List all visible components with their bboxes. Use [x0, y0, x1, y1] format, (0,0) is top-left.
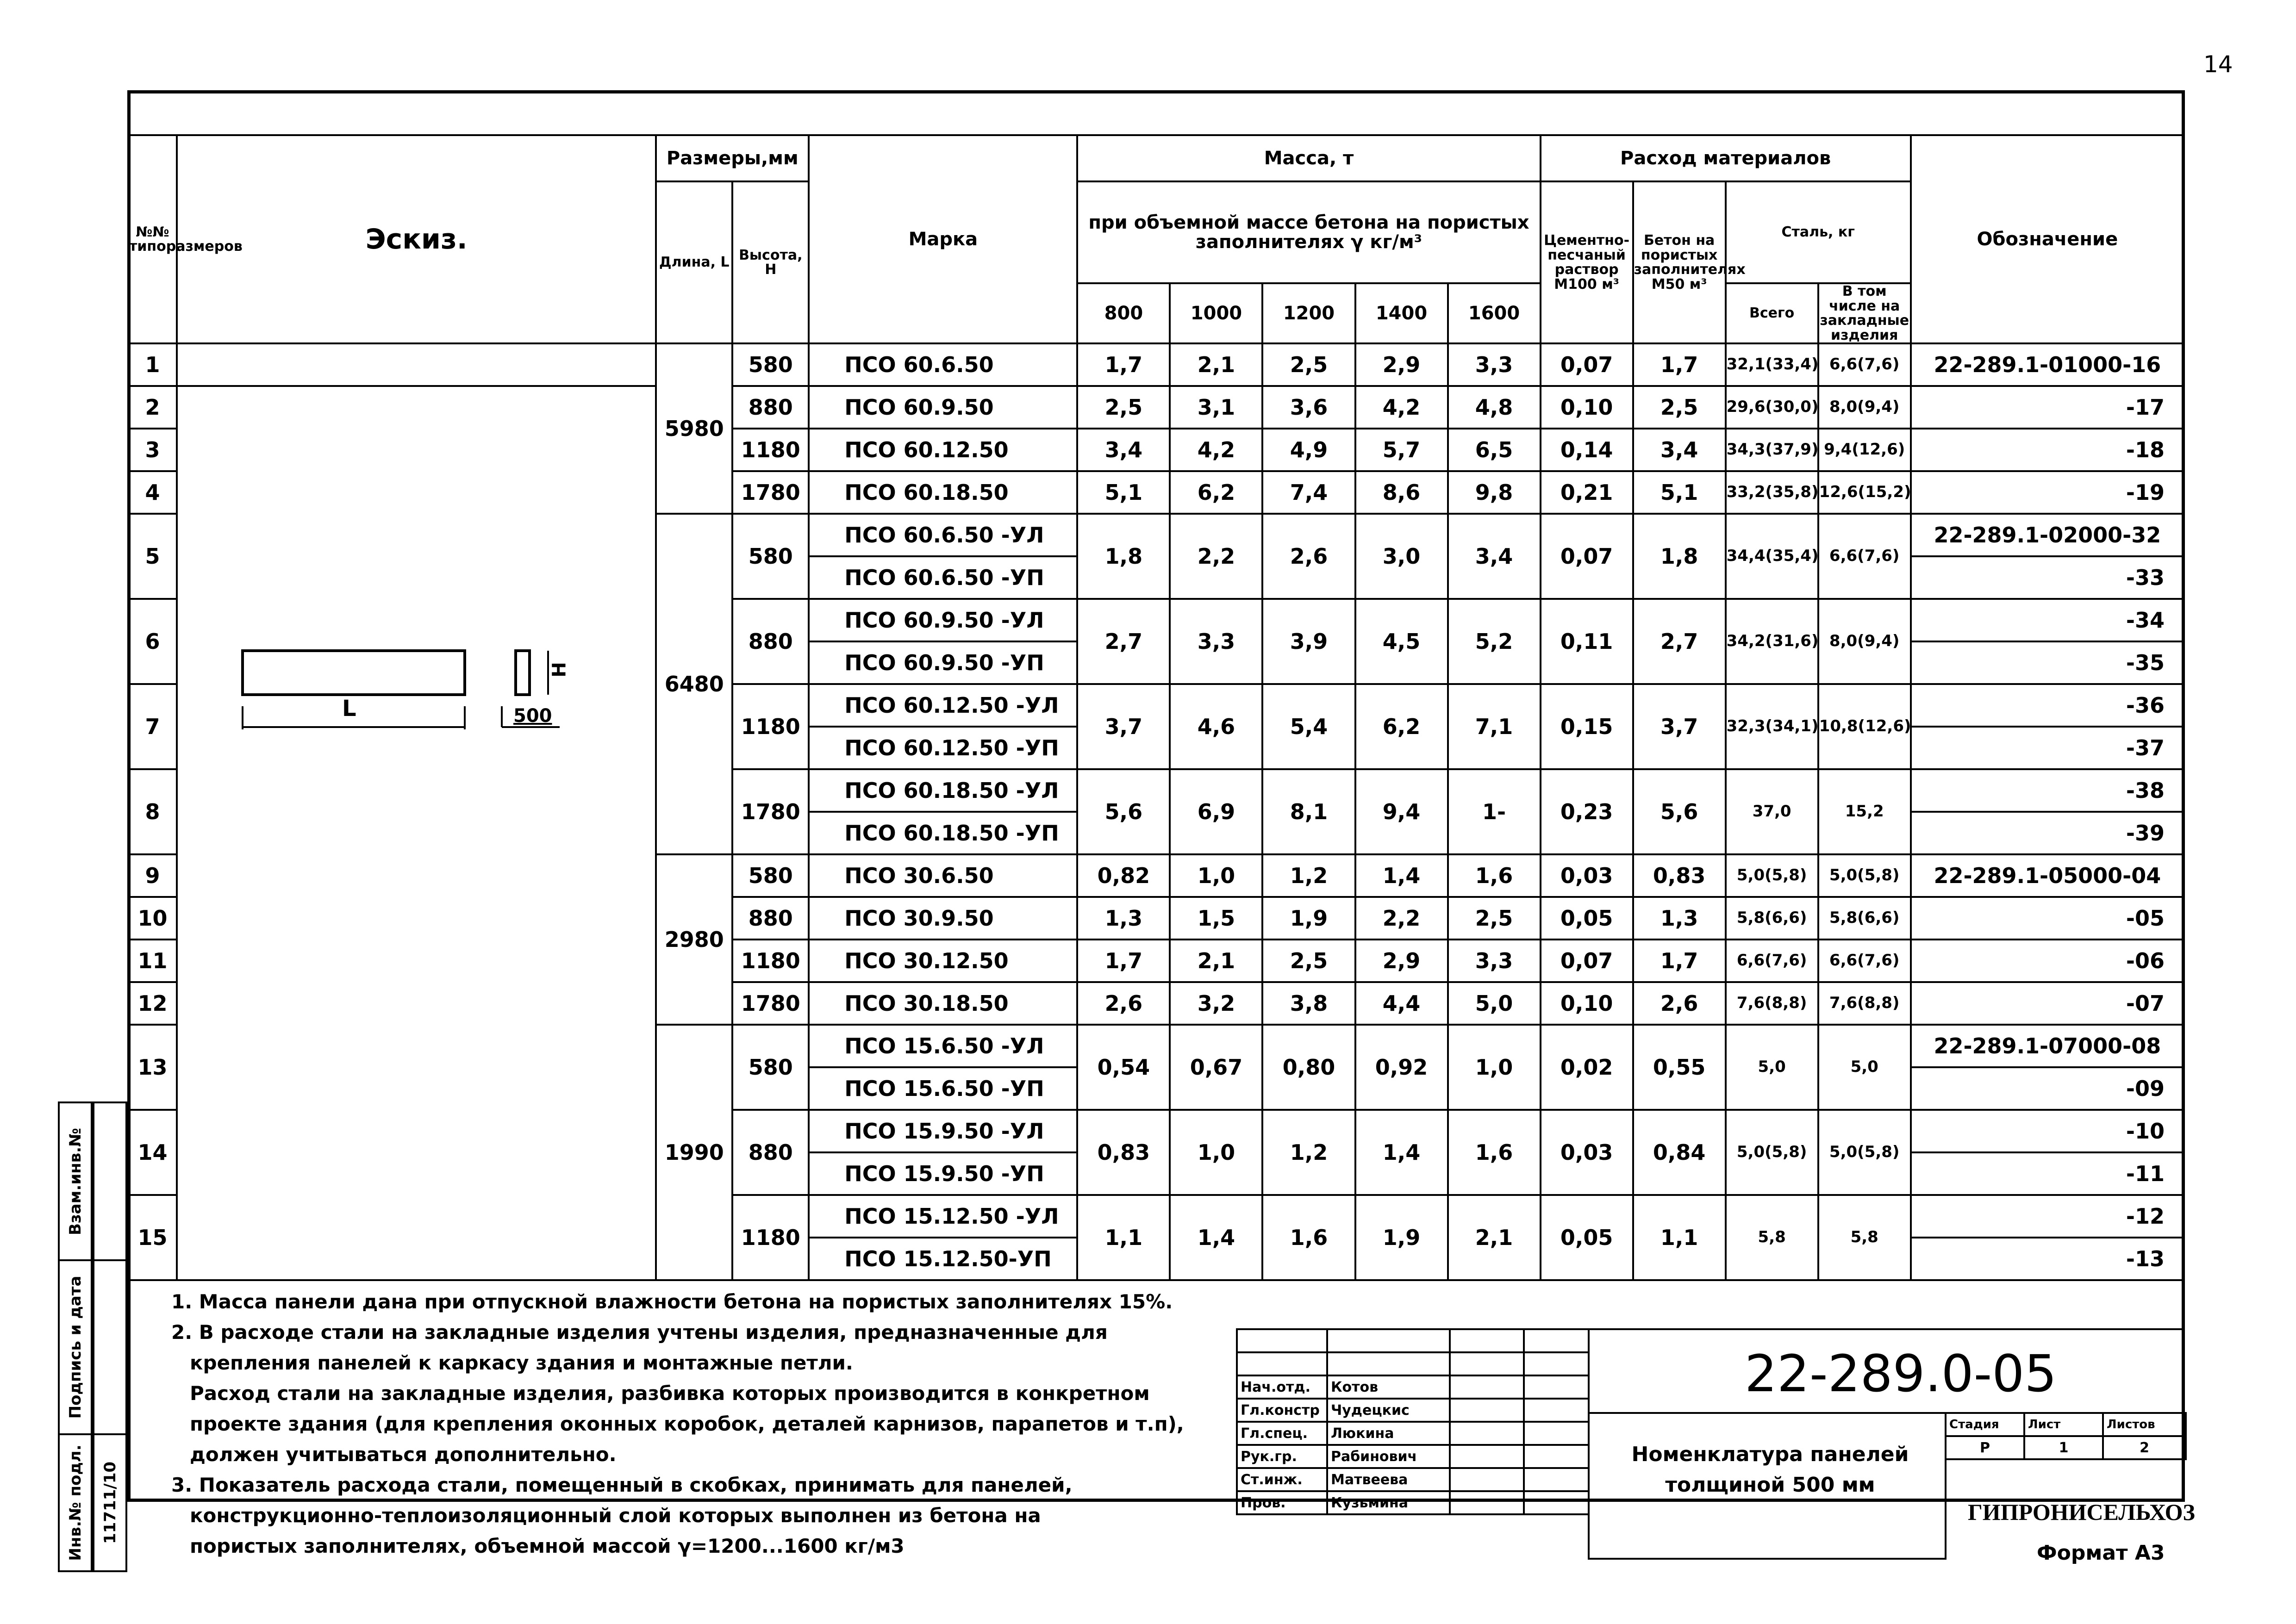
- stage-value: Р: [1946, 1436, 2024, 1459]
- mass-value: 8,6: [1355, 471, 1448, 514]
- mass-value: 3,2: [1170, 982, 1262, 1025]
- mass-value: 3,7: [1077, 684, 1170, 769]
- length-value: 6480: [656, 514, 732, 854]
- designation: 22-289.1-07000-08: [1911, 1025, 2184, 1067]
- mass-value: 3,0: [1355, 514, 1448, 599]
- steel-embedded: 6,6(7,6): [1818, 940, 1911, 982]
- mass-value: 4,9: [1262, 429, 1355, 471]
- designation: -35: [1911, 641, 2184, 684]
- mass-value: 5,4: [1262, 684, 1355, 769]
- steel-embedded: 5,0: [1818, 1025, 1911, 1110]
- steel-total: 32,1(33,4): [1726, 343, 1818, 386]
- cement-value: 0,03: [1541, 854, 1633, 897]
- side-cell-signature-date: Подпись и дата: [58, 1259, 93, 1435]
- designation: -13: [1911, 1238, 2184, 1280]
- mass-value: 2,2: [1355, 897, 1448, 940]
- panel-mark: ПСО 15.6.50 -УП: [809, 1067, 1077, 1110]
- note-line: 1. Масса панели дана при отпускной влажности бетона на пористых заполнителях 15%.: [171, 1290, 1173, 1313]
- row-number: 5: [128, 514, 177, 599]
- stamp-role: Нач.отд.: [1237, 1375, 1327, 1399]
- steel-total: 7,6(8,8): [1726, 982, 1818, 1025]
- panel-mark: ПСО 30.6.50: [809, 854, 1077, 897]
- panel-mark: ПСО 60.12.50 -УП: [809, 727, 1077, 769]
- side-cell-inv-number: 11711/10: [93, 1433, 127, 1572]
- height-value: 580: [732, 514, 809, 599]
- stamp-title-cell: [1588, 1412, 1947, 1560]
- mass-value: 7,1: [1448, 684, 1541, 769]
- mass-value: 0,80: [1262, 1025, 1355, 1110]
- mass-value: 2,5: [1262, 343, 1355, 386]
- header-steel-group: Сталь, кг: [1726, 181, 1911, 283]
- row-number: 11: [128, 940, 177, 982]
- side-cell-empty2: [93, 1259, 127, 1435]
- steel-embedded: 12,6(15,2): [1818, 471, 1911, 514]
- steel-embedded: 5,8: [1818, 1195, 1911, 1280]
- concrete-value: 0,84: [1633, 1110, 1726, 1195]
- mass-value: 4,2: [1170, 429, 1262, 471]
- panel-mark: ПСО 15.12.50-УП: [809, 1238, 1077, 1280]
- mass-value: 5,6: [1077, 769, 1170, 854]
- mass-value: 9,4: [1355, 769, 1448, 854]
- mass-value: 6,2: [1170, 471, 1262, 514]
- row-number: 13: [128, 1025, 177, 1110]
- side-cell-inv-orig: Инв.№ подл.: [58, 1433, 93, 1572]
- stamp-name: Рабинович: [1327, 1445, 1450, 1468]
- concrete-value: 3,7: [1633, 684, 1726, 769]
- mass-value: 1,1: [1077, 1195, 1170, 1280]
- mass-value: 2,6: [1262, 514, 1355, 599]
- panel-sketch: [178, 387, 657, 1081]
- panel-mark: ПСО 60.6.50: [809, 343, 1077, 386]
- row-number: 3: [128, 429, 177, 471]
- row-number: 15: [128, 1195, 177, 1280]
- designation: -33: [1911, 556, 2184, 599]
- sketch-empty: [177, 343, 656, 386]
- stamp-name: Котов: [1327, 1375, 1450, 1399]
- steel-total: 5,0: [1726, 1025, 1818, 1110]
- row-number: 6: [128, 599, 177, 684]
- header-concrete: Бетон на пористых заполнителях М50 м³: [1633, 181, 1726, 343]
- cement-value: 0,02: [1541, 1025, 1633, 1110]
- mass-value: 1,3: [1077, 897, 1170, 940]
- panel-mark: ПСО 15.9.50 -УЛ: [809, 1110, 1077, 1152]
- side-stamp-strip: [58, 1101, 127, 1576]
- steel-embedded: 9,4(12,6): [1818, 429, 1911, 471]
- organization-name: ГИПРОНИСЕЛЬХОЗ: [1968, 1499, 2195, 1525]
- stamp-name: Чудецкис: [1327, 1399, 1450, 1422]
- sketch-cell: [177, 386, 656, 1280]
- stamp-name: Люкина: [1327, 1422, 1450, 1445]
- mass-value: 2,2: [1170, 514, 1262, 599]
- title-block: [1236, 1328, 2195, 1560]
- steel-total: 5,0(5,8): [1726, 1110, 1818, 1195]
- designation: -34: [1911, 599, 2184, 641]
- stamp-name: Матвеева: [1327, 1468, 1450, 1491]
- mass-value: 6,5: [1448, 429, 1541, 471]
- stage-header: Стадия: [1946, 1413, 2024, 1436]
- mass-value: 2,1: [1170, 940, 1262, 982]
- steel-total: 32,3(34,1): [1726, 684, 1818, 769]
- header-sketch: Эскиз.: [177, 135, 656, 343]
- mass-value: 9,8: [1448, 471, 1541, 514]
- row-number: 9: [128, 854, 177, 897]
- sheets-header: Листов: [2103, 1413, 2186, 1436]
- designation: 22-289.1-02000-32: [1911, 514, 2184, 556]
- header-steel-total: Всего: [1726, 283, 1818, 343]
- mass-value: 5,0: [1448, 982, 1541, 1025]
- note-line: пористых заполнителях, объемной массой γ=1200...1600 кг/м3: [190, 1535, 905, 1557]
- header-cement: Цементно-песчаный раствор М100 м³: [1541, 181, 1633, 343]
- panel-mark: ПСО 15.12.50 -УЛ: [809, 1195, 1077, 1238]
- steel-embedded: 8,0(9,4): [1818, 386, 1911, 429]
- mass-value: 5,1: [1077, 471, 1170, 514]
- concrete-value: 1,1: [1633, 1195, 1726, 1280]
- steel-total: 34,4(35,4): [1726, 514, 1818, 599]
- mass-value: 4,5: [1355, 599, 1448, 684]
- steel-embedded: 5,0(5,8): [1818, 1110, 1911, 1195]
- height-value: 1780: [732, 471, 809, 514]
- row-number: 8: [128, 769, 177, 854]
- stamp-role: Ст.инж.: [1237, 1468, 1327, 1491]
- side-cell-empty: [93, 1101, 127, 1261]
- mass-value: 2,9: [1355, 343, 1448, 386]
- mass-value: 0,92: [1355, 1025, 1448, 1110]
- mass-value: 7,4: [1262, 471, 1355, 514]
- designation: -11: [1911, 1152, 2184, 1195]
- mass-value: 1,5: [1170, 897, 1262, 940]
- header-density: 1200: [1262, 283, 1355, 343]
- note-line: 2. В расходе стали на закладные изделия учтены изделия, предназначенные для: [171, 1321, 1108, 1344]
- mass-value: 1,4: [1355, 1110, 1448, 1195]
- mass-value: 1,9: [1262, 897, 1355, 940]
- concrete-value: 2,5: [1633, 386, 1726, 429]
- header-mass-group: Масса, т: [1077, 135, 1540, 181]
- stamp-role: Рук.гр.: [1237, 1445, 1327, 1468]
- designation: -07: [1911, 982, 2184, 1025]
- steel-embedded: 5,0(5,8): [1818, 854, 1911, 897]
- mass-value: 2,1: [1170, 343, 1262, 386]
- concrete-value: 1,8: [1633, 514, 1726, 599]
- height-value: 880: [732, 897, 809, 940]
- mass-value: 1,6: [1262, 1195, 1355, 1280]
- panel-mark: ПСО 15.9.50 -УП: [809, 1152, 1077, 1195]
- panel-mark: ПСО 60.6.50 -УП: [809, 556, 1077, 599]
- stamp-role: Гл.спец.: [1237, 1422, 1327, 1445]
- panel-mark: ПСО 60.18.50 -УП: [809, 812, 1077, 854]
- concrete-value: 0,83: [1633, 854, 1726, 897]
- mass-value: 0,82: [1077, 854, 1170, 897]
- stamp-code-cell: [1588, 1328, 2185, 1414]
- height-value: 580: [732, 854, 809, 897]
- steel-embedded: 5,8(6,6): [1818, 897, 1911, 940]
- header-steel-embedded: В том числе на закладные изделия: [1818, 283, 1911, 343]
- designation: 22-289.1-05000-04: [1911, 854, 2184, 897]
- header-length: Длина, L: [656, 181, 732, 343]
- mass-value: 1-: [1448, 769, 1541, 854]
- steel-embedded: 6,6(7,6): [1818, 343, 1911, 386]
- mass-value: 4,2: [1355, 386, 1448, 429]
- mass-value: 1,0: [1170, 854, 1262, 897]
- mass-value: 2,5: [1262, 940, 1355, 982]
- mass-value: 8,1: [1262, 769, 1355, 854]
- designation: -10: [1911, 1110, 2184, 1152]
- row-number: 7: [128, 684, 177, 769]
- mass-value: 3,4: [1077, 429, 1170, 471]
- panel-mark: ПСО 15.6.50 -УЛ: [809, 1025, 1077, 1067]
- designation: -05: [1911, 897, 2184, 940]
- mass-value: 1,4: [1170, 1195, 1262, 1280]
- panel-mark: ПСО 60.9.50 -УП: [809, 641, 1077, 684]
- panel-mark: ПСО 60.12.50 -УЛ: [809, 684, 1077, 727]
- sheet-header: Лист: [2024, 1413, 2103, 1436]
- height-value: 1180: [732, 1195, 809, 1280]
- note-line: проекте здания (для крепления оконных коробок, деталей карнизов, парапетов и т.п),: [190, 1412, 1184, 1435]
- mass-value: 3,3: [1170, 599, 1262, 684]
- panel-mark: ПСО 60.18.50: [809, 471, 1077, 514]
- panel-mark: ПСО 60.6.50 -УЛ: [809, 514, 1077, 556]
- concrete-value: 5,1: [1633, 471, 1726, 514]
- mass-value: 4,4: [1355, 982, 1448, 1025]
- header-mass-sub: при объемной массе бетона на пористых заполнителях γ кг/м³: [1077, 181, 1540, 283]
- mass-value: 3,4: [1448, 514, 1541, 599]
- cement-value: 0,15: [1541, 684, 1633, 769]
- header-dims-group: Размеры,мм: [656, 135, 809, 181]
- header-density: 800: [1077, 283, 1170, 343]
- height-value: 1180: [732, 684, 809, 769]
- mass-value: 1,6: [1448, 1110, 1541, 1195]
- designation: -37: [1911, 727, 2184, 769]
- stamp-role: Гл.констр: [1237, 1399, 1327, 1422]
- mass-value: 1,0: [1170, 1110, 1262, 1195]
- header-density: 1000: [1170, 283, 1262, 343]
- title-block-signatures: [1236, 1328, 1590, 1515]
- mass-value: 3,1: [1170, 386, 1262, 429]
- header-height: Высота, H: [732, 181, 809, 343]
- stamp-role: Пров.: [1237, 1491, 1327, 1514]
- steel-embedded: 15,2: [1818, 769, 1911, 854]
- cement-value: 0,05: [1541, 1195, 1633, 1280]
- height-value: 1180: [732, 429, 809, 471]
- mass-value: 5,2: [1448, 599, 1541, 684]
- panel-mark: ПСО 60.9.50: [809, 386, 1077, 429]
- header-designation: Обозначение: [1911, 135, 2184, 343]
- concrete-value: 0,55: [1633, 1025, 1726, 1110]
- mass-value: 5,7: [1355, 429, 1448, 471]
- steel-total: 5,0(5,8): [1726, 854, 1818, 897]
- steel-total: 5,8: [1726, 1195, 1818, 1280]
- mass-value: 1,2: [1262, 854, 1355, 897]
- cement-value: 0,11: [1541, 599, 1633, 684]
- note-line: должен учитываться дополнительно.: [190, 1443, 617, 1466]
- height-value: 580: [732, 343, 809, 386]
- panel-mark: ПСО 60.12.50: [809, 429, 1077, 471]
- header-mark: Марка: [809, 135, 1077, 343]
- cement-value: 0,10: [1541, 386, 1633, 429]
- height-value: 1780: [732, 982, 809, 1025]
- mass-value: 3,3: [1448, 343, 1541, 386]
- length-value: 1990: [656, 1025, 732, 1280]
- cement-value: 0,10: [1541, 982, 1633, 1025]
- panel-mark: ПСО 30.9.50: [809, 897, 1077, 940]
- height-value: 880: [732, 386, 809, 429]
- mass-value: 0,67: [1170, 1025, 1262, 1110]
- mass-value: 1,2: [1262, 1110, 1355, 1195]
- steel-total: 37,0: [1726, 769, 1818, 854]
- stamp-stage-table: [1945, 1412, 2187, 1460]
- mass-value: 1,9: [1355, 1195, 1448, 1280]
- height-value: 880: [732, 1110, 809, 1195]
- row-number: 4: [128, 471, 177, 514]
- row-number: 12: [128, 982, 177, 1025]
- sheet-value: 1: [2024, 1436, 2103, 1459]
- steel-embedded: 7,6(8,8): [1818, 982, 1911, 1025]
- steel-total: 34,3(37,9): [1726, 429, 1818, 471]
- table-body: [128, 343, 2184, 1280]
- cement-value: 0,07: [1541, 343, 1633, 386]
- mass-value: 3,9: [1262, 599, 1355, 684]
- mass-value: 3,8: [1262, 982, 1355, 1025]
- concrete-value: 1,7: [1633, 940, 1726, 982]
- mass-value: 6,2: [1355, 684, 1448, 769]
- panel-mark: ПСО 60.18.50 -УЛ: [809, 769, 1077, 812]
- concrete-value: 1,3: [1633, 897, 1726, 940]
- designation: 22-289.1-01000-16: [1911, 343, 2184, 386]
- mass-value: 2,1: [1448, 1195, 1541, 1280]
- notes-block: [171, 1287, 1236, 1562]
- cement-value: 0,14: [1541, 429, 1633, 471]
- designation: -19: [1911, 471, 2184, 514]
- height-value: 1180: [732, 940, 809, 982]
- designation: -18: [1911, 429, 2184, 471]
- mass-value: 2,6: [1077, 982, 1170, 1025]
- mass-value: 1,8: [1077, 514, 1170, 599]
- note-line: 3. Показатель расхода стали, помещенный в скобках, принимать для панелей,: [171, 1474, 1073, 1496]
- header-density: 1400: [1355, 283, 1448, 343]
- mass-value: 2,9: [1355, 940, 1448, 982]
- header-num: №№ типоразмеров: [128, 135, 177, 343]
- concrete-value: 2,7: [1633, 599, 1726, 684]
- mass-value: 2,5: [1448, 897, 1541, 940]
- designation: -09: [1911, 1067, 2184, 1110]
- sketch-label-width: 500: [513, 705, 552, 727]
- stamp-name: Кузьмина: [1327, 1491, 1450, 1514]
- steel-embedded: 8,0(9,4): [1818, 599, 1911, 684]
- sketch-label-L: L: [342, 696, 356, 722]
- mass-value: 2,5: [1077, 386, 1170, 429]
- panel-mark: ПСО 30.12.50: [809, 940, 1077, 982]
- concrete-value: 3,4: [1633, 429, 1726, 471]
- panel-mark: ПСО 60.9.50 -УЛ: [809, 599, 1077, 641]
- sketch-label-H: H: [549, 662, 570, 678]
- mass-value: 4,8: [1448, 386, 1541, 429]
- cement-value: 0,07: [1541, 514, 1633, 599]
- mass-value: 1,7: [1077, 940, 1170, 982]
- mass-value: 0,54: [1077, 1025, 1170, 1110]
- document-code: 22-289.0-05: [1745, 1344, 2057, 1403]
- sheets-value: 2: [2103, 1436, 2186, 1459]
- height-value: 580: [732, 1025, 809, 1110]
- steel-embedded: 10,8(12,6): [1818, 684, 1911, 769]
- mass-value: 2,7: [1077, 599, 1170, 684]
- format-label: Формат А3: [2037, 1541, 2165, 1565]
- mass-value: 3,3: [1448, 940, 1541, 982]
- concrete-value: 5,6: [1633, 769, 1726, 854]
- steel-total: 33,2(35,8): [1726, 471, 1818, 514]
- document-title: Номенклатура панелей толщиной 500 мм: [1631, 1443, 1909, 1497]
- mass-value: 3,6: [1262, 386, 1355, 429]
- designation: -12: [1911, 1195, 2184, 1238]
- mass-value: 6,9: [1170, 769, 1262, 854]
- height-value: 880: [732, 599, 809, 684]
- length-value: 5980: [656, 343, 732, 514]
- steel-total: 34,2(31,6): [1726, 599, 1818, 684]
- panel-nomenclature-table: [127, 134, 2185, 1281]
- steel-total: 29,6(30,0): [1726, 386, 1818, 429]
- concrete-value: 2,6: [1633, 982, 1726, 1025]
- header-density: 1600: [1448, 283, 1541, 343]
- length-value: 2980: [656, 854, 732, 1025]
- side-cell-replace-inv: Взам.инв.№: [58, 1101, 93, 1261]
- mass-value: 1,6: [1448, 854, 1541, 897]
- designation: -17: [1911, 386, 2184, 429]
- row-number: 14: [128, 1110, 177, 1195]
- mass-value: 1,7: [1077, 343, 1170, 386]
- mass-value: 0,83: [1077, 1110, 1170, 1195]
- concrete-value: 1,7: [1633, 343, 1726, 386]
- row-number: 1: [128, 343, 177, 386]
- height-value: 1780: [732, 769, 809, 854]
- page-number: 14: [2203, 51, 2233, 78]
- mass-value: 1,0: [1448, 1025, 1541, 1110]
- steel-total: 5,8(6,6): [1726, 897, 1818, 940]
- mass-value: 1,4: [1355, 854, 1448, 897]
- header-materials-group: Расход материалов: [1541, 135, 1911, 181]
- cement-value: 0,23: [1541, 769, 1633, 854]
- cement-value: 0,21: [1541, 471, 1633, 514]
- designation: -36: [1911, 684, 2184, 727]
- steel-total: 6,6(7,6): [1726, 940, 1818, 982]
- steel-embedded: 6,6(7,6): [1818, 514, 1911, 599]
- note-line: конструкционно-теплоизоляционный слой которых выполнен из бетона на: [190, 1504, 1041, 1527]
- cement-value: 0,03: [1541, 1110, 1633, 1195]
- cement-value: 0,05: [1541, 897, 1633, 940]
- designation: -39: [1911, 812, 2184, 854]
- note-line: Расход стали на закладные изделия, разбивка которых производится в конкретном: [190, 1382, 1150, 1405]
- cement-value: 0,07: [1541, 940, 1633, 982]
- note-line: крепления панелей к каркасу здания и монтажные петли.: [190, 1351, 853, 1374]
- designation: -38: [1911, 769, 2184, 812]
- mass-value: 4,6: [1170, 684, 1262, 769]
- designation: -06: [1911, 940, 2184, 982]
- row-number: 10: [128, 897, 177, 940]
- panel-mark: ПСО 30.18.50: [809, 982, 1077, 1025]
- row-number: 2: [128, 386, 177, 429]
